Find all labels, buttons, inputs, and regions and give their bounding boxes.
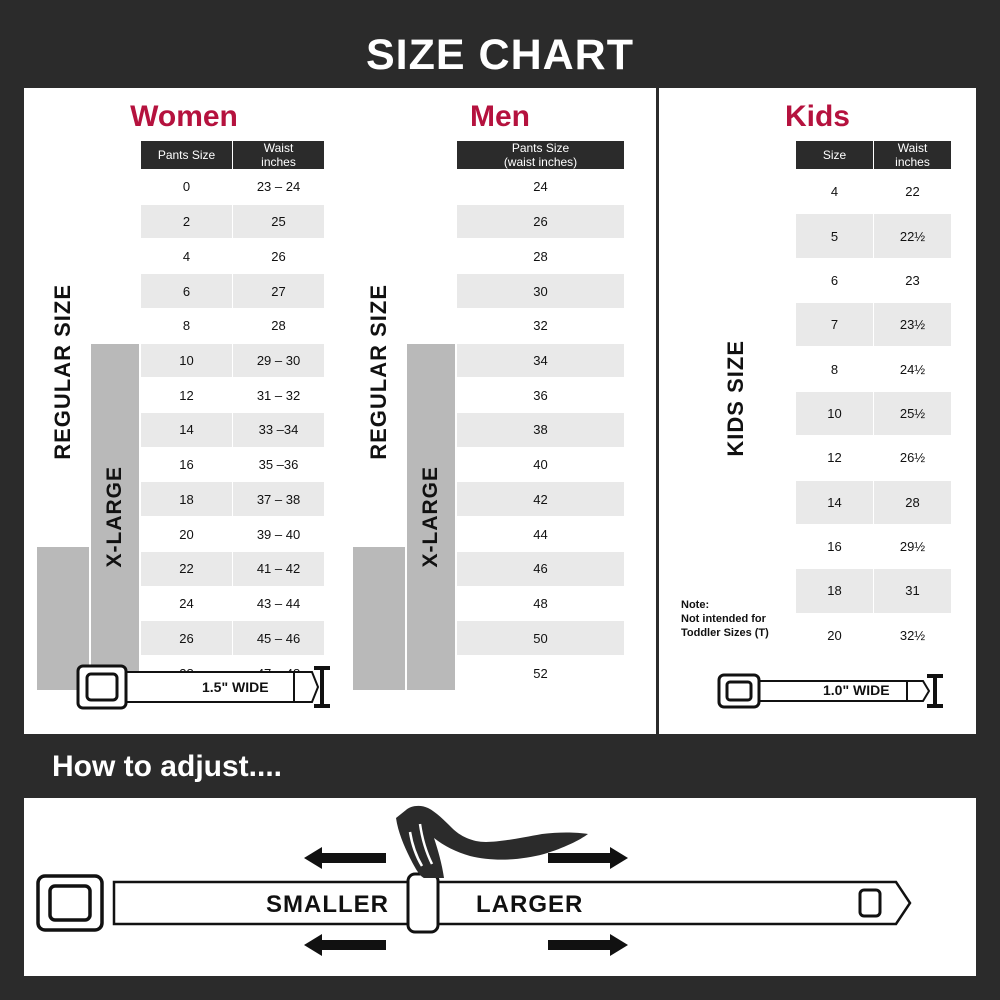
table-row	[141, 517, 325, 552]
kids-belt-width-label: 1.0" WIDE	[823, 682, 890, 698]
table-row	[457, 656, 625, 691]
kids-waist-cell: 31	[874, 569, 952, 613]
women-size-cell: 16	[141, 447, 233, 482]
table-row	[796, 569, 952, 613]
women-waist-cell: 25	[233, 204, 325, 239]
kids-size-cell: 16	[796, 524, 874, 568]
women-size-cell: 0	[141, 170, 233, 205]
men-size-cell: 50	[457, 621, 625, 656]
table-row	[141, 378, 325, 413]
howto-adjust-title: How to adjust....	[52, 750, 282, 783]
women-size-table	[140, 140, 325, 691]
table-row	[457, 413, 625, 448]
women-size-cell: 4	[141, 239, 233, 274]
table-row	[796, 170, 952, 214]
men-size-cell: 34	[457, 343, 625, 378]
women-waist-cell: 45 – 46	[233, 621, 325, 656]
men-size-cell: 44	[457, 517, 625, 552]
kids-size-cell: 8	[796, 347, 874, 391]
table-header-row	[457, 141, 625, 170]
table-row	[141, 447, 325, 482]
adjust-smaller-label: SMALLER	[266, 891, 389, 918]
size-tables-panel	[24, 88, 976, 734]
kids-size-table	[795, 140, 952, 658]
kids-belt-graphic	[715, 664, 965, 716]
women-waist-cell: 29 – 30	[233, 343, 325, 378]
kids-size-cell: 20	[796, 613, 874, 657]
men-size-cell: 48	[457, 586, 625, 621]
women-waist-cell: 31 – 32	[233, 378, 325, 413]
belt-adjust-illustration	[24, 798, 976, 976]
kids-size-cell: 4	[796, 170, 874, 214]
women-waist-cell: 26	[233, 239, 325, 274]
table-row	[141, 343, 325, 378]
women-size-cell: 12	[141, 378, 233, 413]
women-sidebar-regular: REGULAR SIZE	[36, 198, 90, 546]
howto-adjust-bar	[24, 736, 976, 798]
women-size-cell: 14	[141, 413, 233, 448]
kids-heading: Kids	[784, 100, 850, 133]
men-sidebar-xlarge: X-LARGE	[406, 343, 456, 691]
table-row	[796, 524, 952, 568]
men-col-header: Pants Size (waist inches)	[457, 141, 625, 170]
table-row	[141, 239, 325, 274]
men-size-cell: 32	[457, 308, 625, 343]
women-sidebar-xlarge: X-LARGE	[90, 343, 140, 691]
women-size-cell: 26	[141, 621, 233, 656]
kids-col-header-waist: Waist inches	[874, 141, 952, 170]
table-row	[796, 214, 952, 258]
women-waist-cell: 28	[233, 308, 325, 343]
women-col-header-waist: Waist inches	[233, 141, 325, 170]
kids-waist-cell: 25½	[874, 391, 952, 435]
kids-waist-cell: 24½	[874, 347, 952, 391]
kids-waist-cell: 22	[874, 170, 952, 214]
adjust-larger-label: LARGER	[476, 891, 584, 918]
table-row	[457, 308, 625, 343]
table-row	[141, 274, 325, 309]
men-table-body	[457, 170, 625, 691]
men-sidebars	[352, 140, 456, 691]
kids-col-header-size: Size	[796, 141, 874, 170]
men-size-table	[456, 140, 625, 691]
women-size-cell: 22	[141, 551, 233, 586]
kids-size-cell: 18	[796, 569, 874, 613]
women-waist-cell: 23 – 24	[233, 170, 325, 205]
women-size-cell: 6	[141, 274, 233, 309]
kids-sidebar: KIDS SIZE Note: Not intended for Toddler Sizes (T)	[677, 140, 795, 658]
table-row	[457, 378, 625, 413]
table-row	[141, 204, 325, 239]
kids-waist-cell: 32½	[874, 613, 952, 657]
adjust-illustration-panel	[24, 798, 976, 976]
men-size-cell: 42	[457, 482, 625, 517]
women-size-cell: 10	[141, 343, 233, 378]
women-table-body	[141, 170, 325, 691]
table-row	[457, 621, 625, 656]
page-title-bar	[24, 24, 976, 86]
table-header-row	[141, 141, 325, 170]
women-belt-graphic	[74, 658, 344, 716]
women-size-cell: 24	[141, 586, 233, 621]
table-header-row	[796, 141, 952, 170]
kids-waist-cell: 28	[874, 480, 952, 524]
men-size-cell: 28	[457, 239, 625, 274]
women-heading: Women	[130, 100, 238, 133]
men-column	[344, 88, 656, 734]
kids-size-cell: 7	[796, 303, 874, 347]
women-waist-cell: 27	[233, 274, 325, 309]
men-size-cell: 26	[457, 204, 625, 239]
kids-waist-cell: 29½	[874, 524, 952, 568]
women-waist-cell: 35 –36	[233, 447, 325, 482]
women-waist-cell: 33 –34	[233, 413, 325, 448]
table-row	[796, 480, 952, 524]
table-row	[796, 347, 952, 391]
women-col-header-size: Pants Size	[141, 141, 233, 170]
kids-note: Note: Not intended for Toddler Sizes (T)	[681, 599, 769, 639]
kids-waist-cell: 23½	[874, 303, 952, 347]
table-row	[457, 482, 625, 517]
women-column	[24, 88, 344, 734]
table-row	[457, 447, 625, 482]
men-size-cell: 46	[457, 551, 625, 586]
kids-column	[656, 88, 976, 734]
kids-waist-cell: 23	[874, 258, 952, 302]
table-row	[457, 551, 625, 586]
men-size-cell: 36	[457, 378, 625, 413]
men-size-cell: 52	[457, 656, 625, 691]
table-row	[457, 343, 625, 378]
women-waist-cell: 37 – 38	[233, 482, 325, 517]
table-row	[141, 308, 325, 343]
men-size-cell: 30	[457, 274, 625, 309]
women-waist-cell: 41 – 42	[233, 551, 325, 586]
table-row	[457, 239, 625, 274]
table-row	[457, 517, 625, 552]
women-size-cell: 2	[141, 204, 233, 239]
table-row	[457, 586, 625, 621]
table-row	[141, 551, 325, 586]
page-title: SIZE CHART	[366, 30, 634, 79]
kids-size-cell: 6	[796, 258, 874, 302]
table-row	[141, 413, 325, 448]
table-row	[141, 621, 325, 656]
kids-waist-cell: 22½	[874, 214, 952, 258]
women-belt-width-label: 1.5" WIDE	[202, 679, 269, 695]
kids-size-cell: 10	[796, 391, 874, 435]
table-row	[796, 613, 952, 657]
women-waist-cell: 43 – 44	[233, 586, 325, 621]
women-waist-cell: 39 – 40	[233, 517, 325, 552]
women-sidebars	[36, 140, 140, 691]
table-row	[457, 274, 625, 309]
men-size-cell: 24	[457, 170, 625, 205]
kids-waist-cell: 26½	[874, 436, 952, 480]
men-sidebar-regular: REGULAR SIZE	[352, 198, 406, 546]
men-size-cell: 38	[457, 413, 625, 448]
table-row	[141, 170, 325, 205]
table-row	[796, 303, 952, 347]
table-row	[141, 482, 325, 517]
table-row	[796, 258, 952, 302]
women-size-cell: 20	[141, 517, 233, 552]
table-row	[457, 204, 625, 239]
table-row	[457, 170, 625, 205]
men-heading: Men	[470, 100, 530, 133]
men-size-cell: 40	[457, 447, 625, 482]
kids-size-cell: 5	[796, 214, 874, 258]
kids-size-cell: 14	[796, 480, 874, 524]
table-row	[796, 436, 952, 480]
table-row	[141, 586, 325, 621]
kids-size-cell: 12	[796, 436, 874, 480]
table-row	[796, 391, 952, 435]
women-size-cell: 8	[141, 308, 233, 343]
kids-table-body	[796, 170, 952, 658]
women-size-cell: 18	[141, 482, 233, 517]
